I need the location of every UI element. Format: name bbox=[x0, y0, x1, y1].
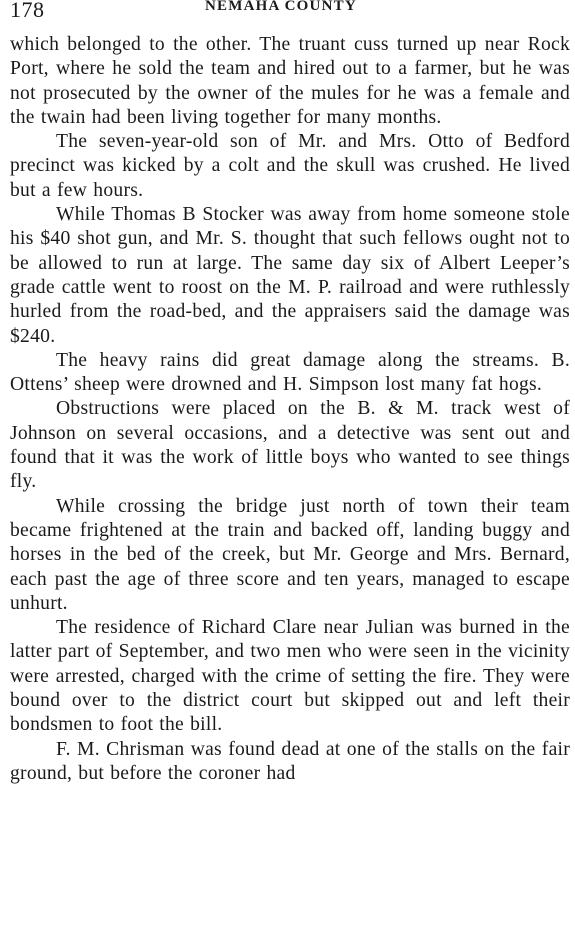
paragraph-continuation: which belonged to the other. The truant cuss turned up near Rock Port, where he sold the team and hired out to a farmer, but he was not prosecuted by the owner of the mules for he was a female and the twain had been living together for many months. bbox=[10, 34, 570, 128]
paragraph-bridge-accident: While crossing the bridge just north of town their team became frightened at the train and backed off, landing buggy and horses in the bed of the creek, but Mr. George and Mrs. Bernard, each past the age of three score and ten years, managed to escape unhurt. bbox=[10, 495, 570, 614]
paragraph-stocker-leeper: While Thomas B Stocker was away from home someone stole his $40 shot gun, and Mr. S. thought that such fellows ought not to be allowed to run at large. The same day six of Albert Leeper’s grade cattle went to roost on the M. P. railroad and were ruthlessly hurled from the road-bed, and the appraisers said the damage was $240. bbox=[10, 204, 570, 347]
paragraph-clare-fire: The residence of Richard Clare near Julian was burned in the latter part of September, and two men who were seen in the vicinity were arrested, charged with the crime of setting the fire. They were bound over to the district court but skipped out and left their bondsmen to foot the bill. bbox=[10, 617, 570, 736]
running-head: NEMAHA COUNTY bbox=[205, 0, 357, 14]
paragraph-chrisman: F. M. Chrisman was found dead at one of the stalls on the fair ground, but before the coroner had bbox=[10, 738, 570, 784]
paragraph-heavy-rains: The heavy rains did great damage along the streams. B. Ottens’ sheep were drowned and H. Simpson lost many fat hogs. bbox=[10, 349, 570, 396]
page-header bbox=[10, 0, 570, 30]
body-text bbox=[10, 33, 570, 786]
paragraph-otto-son: The seven-year-old son of Mr. and Mrs. Otto of Bedford precinct was kicked by a colt and the skull was crushed. He lived but a few hours. bbox=[10, 131, 570, 201]
page-number: 178 bbox=[10, 0, 45, 22]
book-page bbox=[10, 0, 570, 940]
paragraph-obstructions: Obstructions were placed on the B. & M. track west of Johnson on several occasions, and a detective was sent out and found that it was the work of little boys who wanted to see things fly. bbox=[10, 398, 570, 493]
